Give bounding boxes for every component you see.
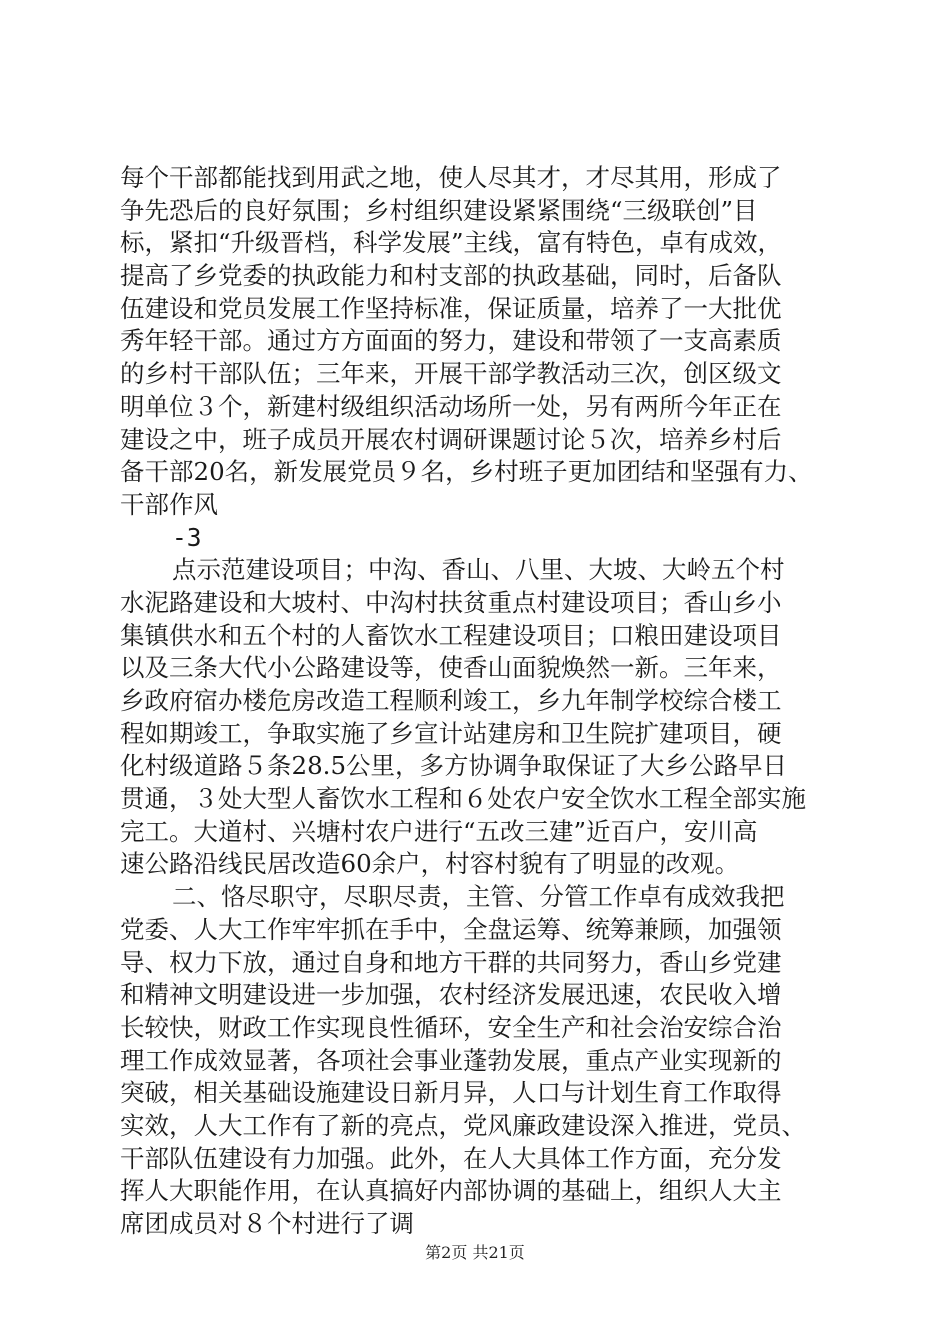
text-line: 干部作风: [120, 489, 218, 519]
text-line: 党委、人大工作牢牢抓在手中，全盘运筹、统筹兼顾，加强领: [120, 914, 782, 944]
text-line: 水泥路建设和大坡村、中沟村扶贫重点村建设项目；香山乡小: [120, 587, 782, 617]
paragraph-2: [120, 554, 835, 881]
text-line: 程如期竣工，争取实施了乡宣计站建房和卫生院扩建项目，硬: [120, 718, 782, 748]
text-line: 每个干部都能找到用武之地，使人尽其才，才尽其用，形成了: [120, 163, 782, 192]
text-line: 点示范建设项目；中沟、香山、八里、大坡、大岭五个村: [172, 555, 785, 585]
text-line: 挥人大职能作用，在认真搞好内部协调的基础上，组织人大主: [120, 1176, 782, 1206]
text-line: 贯通，３处大型人畜饮水工程和６处农户安全饮水工程全部实施: [120, 784, 806, 814]
text-line: 理工作成效显著，各项社会事业蓬勃发展，重点产业实现新的: [120, 1045, 782, 1075]
text-line: 以及三条大代小公路建设等，使香山面貌焕然一新。三年来，: [120, 653, 782, 683]
text-line: 明单位３个，新建村级组织活动场所一处，另有两所今年正在: [120, 391, 782, 421]
text-line: 实效，人大工作有了新的亮点，党风廉政建设深入推进，党员、: [120, 1110, 806, 1140]
text-line: 速公路沿线民居改造60余户，村容村貌有了明显的改观。: [120, 849, 740, 879]
text-line: 集镇供水和五个村的人畜饮水工程建设项目；口粮田建设项目: [120, 620, 782, 650]
text-line: 乡政府宿办楼危房改造工程顺利竣工，乡九年制学校综合楼工: [120, 686, 782, 715]
paragraph-3: [120, 881, 835, 1241]
text-line: 完工。大道村、兴塘村农户进行“五改三建”近百户，安川高: [120, 816, 758, 846]
text-line: 争先恐后的良好氛围；乡村组织建设紧紧围绕“三级联创”目: [120, 195, 758, 225]
page-marker: -3: [172, 522, 202, 552]
text-line: 和精神文明建设进一步加强，农村经济发展迅速，农民收入增: [120, 980, 782, 1010]
text-line: 的乡村干部队伍；三年来，开展干部学教活动三次，创区级文: [120, 359, 782, 389]
page-footer: 第2页 共21页: [425, 1243, 525, 1262]
document-body: [120, 162, 835, 1241]
text-line: 突破，相关基础设施建设日新月异，人口与计划生育工作取得: [120, 1078, 782, 1108]
text-line: 干部队伍建设有力加强。此外，在人大具体工作方面，充分发: [120, 1143, 782, 1173]
text-line: 二、恪尽职守，尽职尽责，主管、分管工作卓有成效我把: [172, 882, 785, 912]
text-line: 建设之中，班子成员开展农村调研课题讨论５次，培养乡村后: [120, 424, 782, 454]
text-line: 席团成员对８个村进行了调: [120, 1209, 414, 1238]
text-line: 伍建设和党员发展工作坚持标准，保证质量，培养了一大批优: [120, 293, 782, 323]
text-line: 秀年轻干部。通过方方面面的努力，建设和带领了一支高素质: [120, 326, 782, 356]
text-line: 导、权力下放，通过自身和地方干群的共同努力，香山乡党建: [120, 947, 782, 977]
text-line: 备干部20名，新发展党员９名，乡村班子更加团结和坚强有力、: [120, 457, 813, 487]
text-line: 提高了乡党委的执政能力和村支部的执政基础，同时，后备队: [120, 261, 782, 291]
text-line: 标，紧扣“升级晋档，科学发展”主线，富有特色，卓有成效，: [120, 228, 783, 258]
text-line: 化村级道路５条28.5公里，多方协调争取保证了大乡公路早日: [120, 751, 788, 781]
paragraph-1: [120, 162, 835, 522]
text-line: 长较快，财政工作实现良性循环，安全生产和社会治安综合治: [120, 1012, 782, 1042]
